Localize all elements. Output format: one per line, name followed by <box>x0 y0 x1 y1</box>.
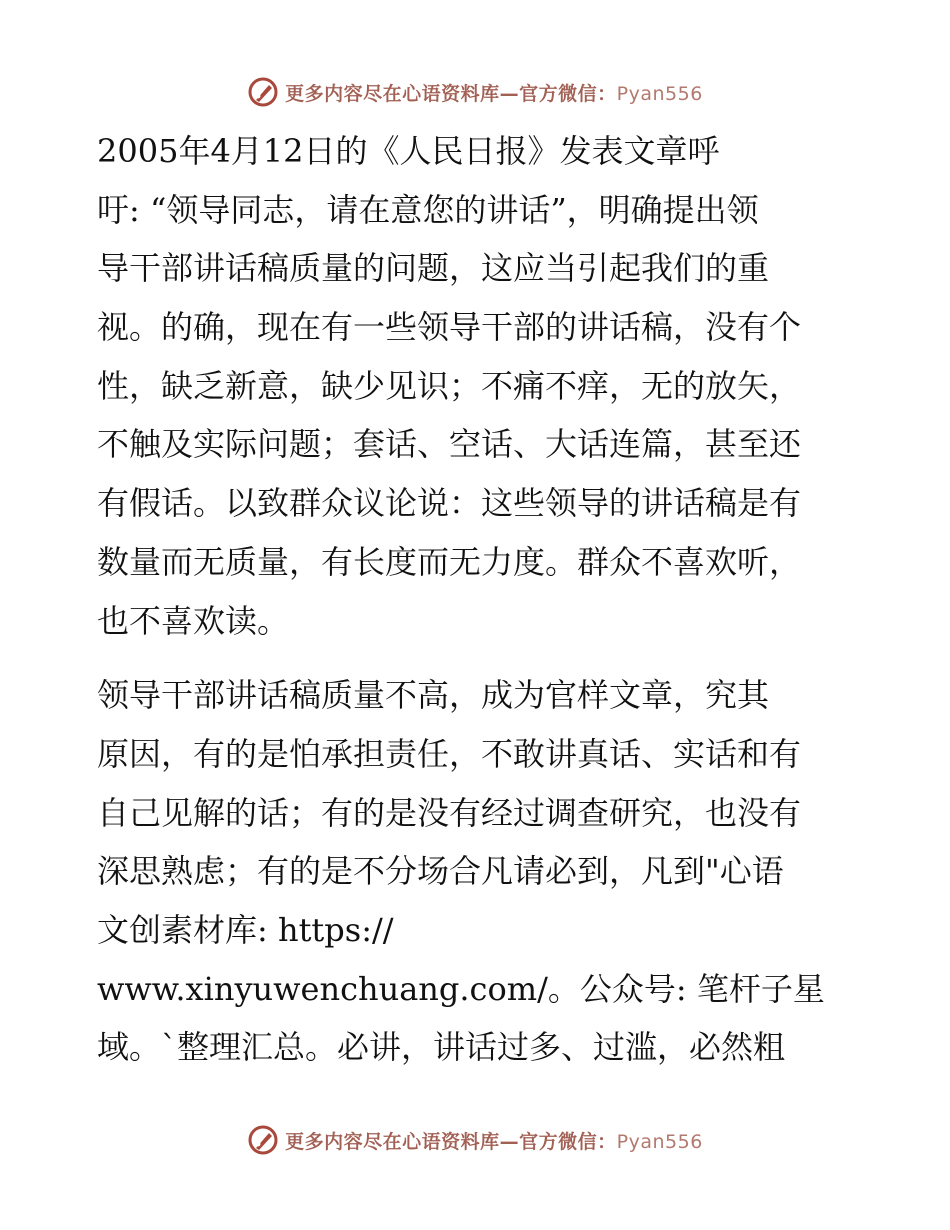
text-line: 2005年4月12日的《人民日报》发表文章呼 <box>97 132 720 170</box>
text-line: 也不喜欢读。 <box>97 601 290 640</box>
pen-logo-icon <box>247 76 279 108</box>
document-body <box>97 122 857 1077</box>
text-line: 文创素材库: https:// <box>97 910 394 949</box>
text-line: 自己见解的话；有的是没有经过调查研究，也没有 <box>97 793 802 832</box>
paragraph-gap <box>97 650 857 666</box>
text-line: 深思熟虑；有的是不分场合凡请必到，凡到"心语 <box>97 852 784 891</box>
text-line: 吁: “领导同志，请在意您的讲话”，明确提出领 <box>97 190 759 229</box>
text-line: 原因，有的是怕承担责任，不敢讲真话、实话和有 <box>97 734 802 773</box>
footer-watermark-text: 更多内容尽在心语资料库—官方微信：Pyan556 <box>285 1130 703 1153</box>
text-line: 域。`整理汇总。必讲，讲话过多、过滥，必然粗 <box>97 1028 786 1067</box>
text-line: 数量而无质量，有长度而无力度。群众不喜欢听， <box>97 542 802 581</box>
text-line: 性，缺乏新意，缺少见识；不痛不痒，无的放矢， <box>97 366 802 405</box>
paragraph-1 <box>97 122 857 650</box>
text-line: www.xinyuwenchuang.com/。公众号: 笔杆子星 <box>97 969 825 1008</box>
text-line: 导干部讲话稿质量的问题，这应当引起我们的重 <box>97 249 770 288</box>
header-watermark <box>0 72 950 112</box>
text-line: 视。的确，现在有一些领导干部的讲话稿，没有个 <box>97 308 802 347</box>
paragraph-2 <box>97 666 857 1077</box>
text-line: 不触及实际问题；套话、空话、大话连篇，甚至还 <box>97 425 802 464</box>
text-line: 有假话。以致群众议论说：这些领导的讲话稿是有 <box>97 484 802 523</box>
footer-watermark <box>0 1120 950 1160</box>
text-line: 领导干部讲话稿质量不高，成为官样文章，究其 <box>97 676 770 715</box>
pen-logo-icon <box>247 1124 279 1156</box>
header-watermark-text: 更多内容尽在心语资料库—官方微信：Pyan556 <box>285 82 703 105</box>
